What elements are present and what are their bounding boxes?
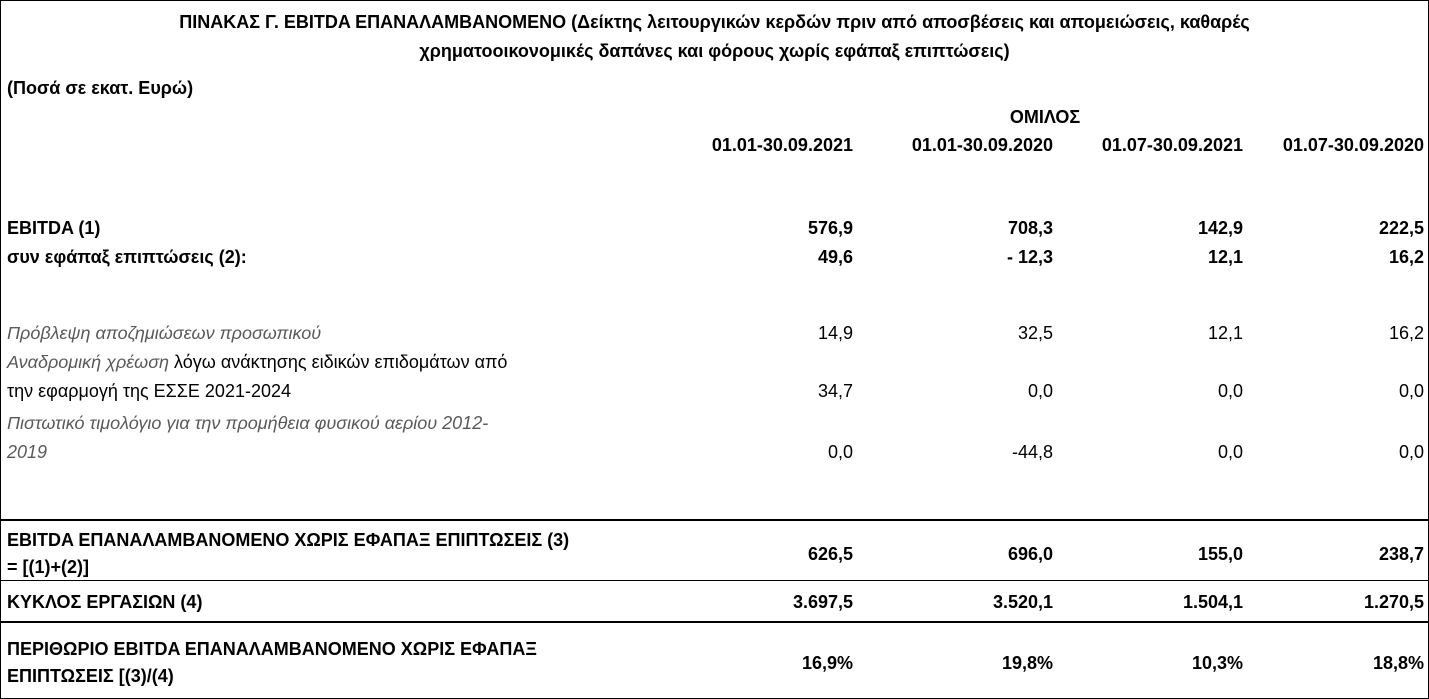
row-label-recurring-ebitda-line2: = [(1)+(2)]	[7, 557, 90, 577]
cell-value: 696,0	[1007, 544, 1053, 564]
cell-value: 16,2	[1388, 323, 1424, 343]
divider-line	[1, 621, 1428, 623]
row-label-retroactive	[7, 348, 507, 377]
period-header: 01.07-30.09.2020	[1282, 135, 1424, 155]
period-header: 01.01-30.09.2020	[911, 135, 1053, 155]
cell-value: 142,9	[1197, 218, 1243, 238]
cell-value: 0,0	[1027, 381, 1053, 401]
cell-value: -44,8	[1011, 442, 1053, 462]
cell-value: 0,0	[1217, 442, 1243, 462]
cell-value: 0,0	[1398, 381, 1424, 401]
cell-value: 18,8%	[1372, 653, 1424, 673]
cell-value: 626,5	[807, 544, 853, 564]
cell-value: 155,0	[1197, 544, 1243, 564]
divider-line	[1, 519, 1428, 521]
cell-value: 12,1	[1207, 323, 1243, 343]
divider-line	[1, 580, 1428, 581]
cell-value: 0,0	[827, 442, 853, 462]
cell-value: 3.520,1	[992, 592, 1053, 612]
cell-value: 14,9	[817, 323, 853, 343]
cell-value: 708,3	[1007, 218, 1053, 238]
row-label-ebitda: EBITDA (1)	[7, 218, 101, 238]
cell-value: 19,8%	[1001, 653, 1053, 673]
row-label-credit-invoice-line2: 2019	[7, 442, 48, 462]
row-label-recurring-ebitda: EBITDA ΕΠΑΝΑΛΑΜΒΑΝΟΜΕΝΟ ΧΩΡΙΣ ΕΦΑΠΑΞ ΕΠΙΠΤΩΣΕΙΣ (3)	[7, 530, 570, 550]
group-header: ΟΜΙΛΟΣ	[1009, 107, 1081, 127]
row-label-one-off: συν εφάπαξ επιπτώσεις (2):	[7, 247, 247, 267]
cell-value: 238,7	[1378, 544, 1424, 564]
cell-value: 12,1	[1207, 247, 1243, 267]
cell-value: 34,7	[817, 381, 853, 401]
cell-value: 49,6	[817, 247, 853, 267]
cell-value: 1.270,5	[1363, 592, 1424, 612]
table-title-line1: ΠΙΝΑΚΑΣ Γ. EBITDA ΕΠΑΝΑΛΑΜΒΑΝΟΜΕΝΟ (Δείκτης λειτουργικών κερδών πριν από αποσβέσεις και απομειώσεις, καθαρές	[179, 12, 1250, 32]
cell-value: 16,9%	[801, 653, 853, 673]
row-label-margin: ΠΕΡΙΘΩΡΙΟ EBITDA ΕΠΑΝΑΛΑΜΒΑΝΟΜΕΝΟ ΧΩΡΙΣ ΕΦΑΠΑΞ	[7, 639, 537, 659]
retroactive-label-rest: λόγω ανάκτησης ειδικών επιδομάτων από	[169, 352, 508, 372]
cell-value: 222,5	[1378, 218, 1424, 238]
cell-value: 0,0	[1217, 381, 1243, 401]
cell-value: 10,3%	[1191, 653, 1243, 673]
row-label-retroactive-line2: την εφαρμογή της ΕΣΣΕ 2021-2024	[7, 381, 292, 401]
retroactive-label-italic: Αναδρομική χρέωση	[7, 352, 170, 372]
row-label-turnover: ΚΥΚΛΟΣ ΕΡΓΑΣΙΩΝ (4)	[7, 592, 203, 612]
cell-value: - 12,3	[1006, 247, 1053, 267]
period-header: 01.01-30.09.2021	[711, 135, 853, 155]
row-label-credit-invoice: Πιστωτικό τιμολόγιο για την προμήθεια φυσικού αερίου 2012-	[7, 413, 489, 433]
cell-value: 576,9	[807, 218, 853, 238]
cell-value: 0,0	[1398, 442, 1424, 462]
cell-value: 32,5	[1017, 323, 1053, 343]
units-note: (Ποσά σε εκατ. Ευρώ)	[7, 78, 194, 98]
cell-value: 1.504,1	[1182, 592, 1243, 612]
cell-value: 3.697,5	[792, 592, 853, 612]
row-label-margin-line2: ΕΠΙΠΤΩΣΕΙΣ [(3)/(4)	[7, 666, 174, 686]
period-header: 01.07-30.09.2021	[1101, 135, 1243, 155]
cell-value: 16,2	[1388, 247, 1424, 267]
table-title-line2: χρηματοοικονομικές δαπάνες και φόρους χωρίς εφάπαξ επιπτώσεις)	[419, 41, 1010, 61]
row-label-provision: Πρόβλεψη αποζημιώσεων προσωπικού	[7, 323, 322, 343]
